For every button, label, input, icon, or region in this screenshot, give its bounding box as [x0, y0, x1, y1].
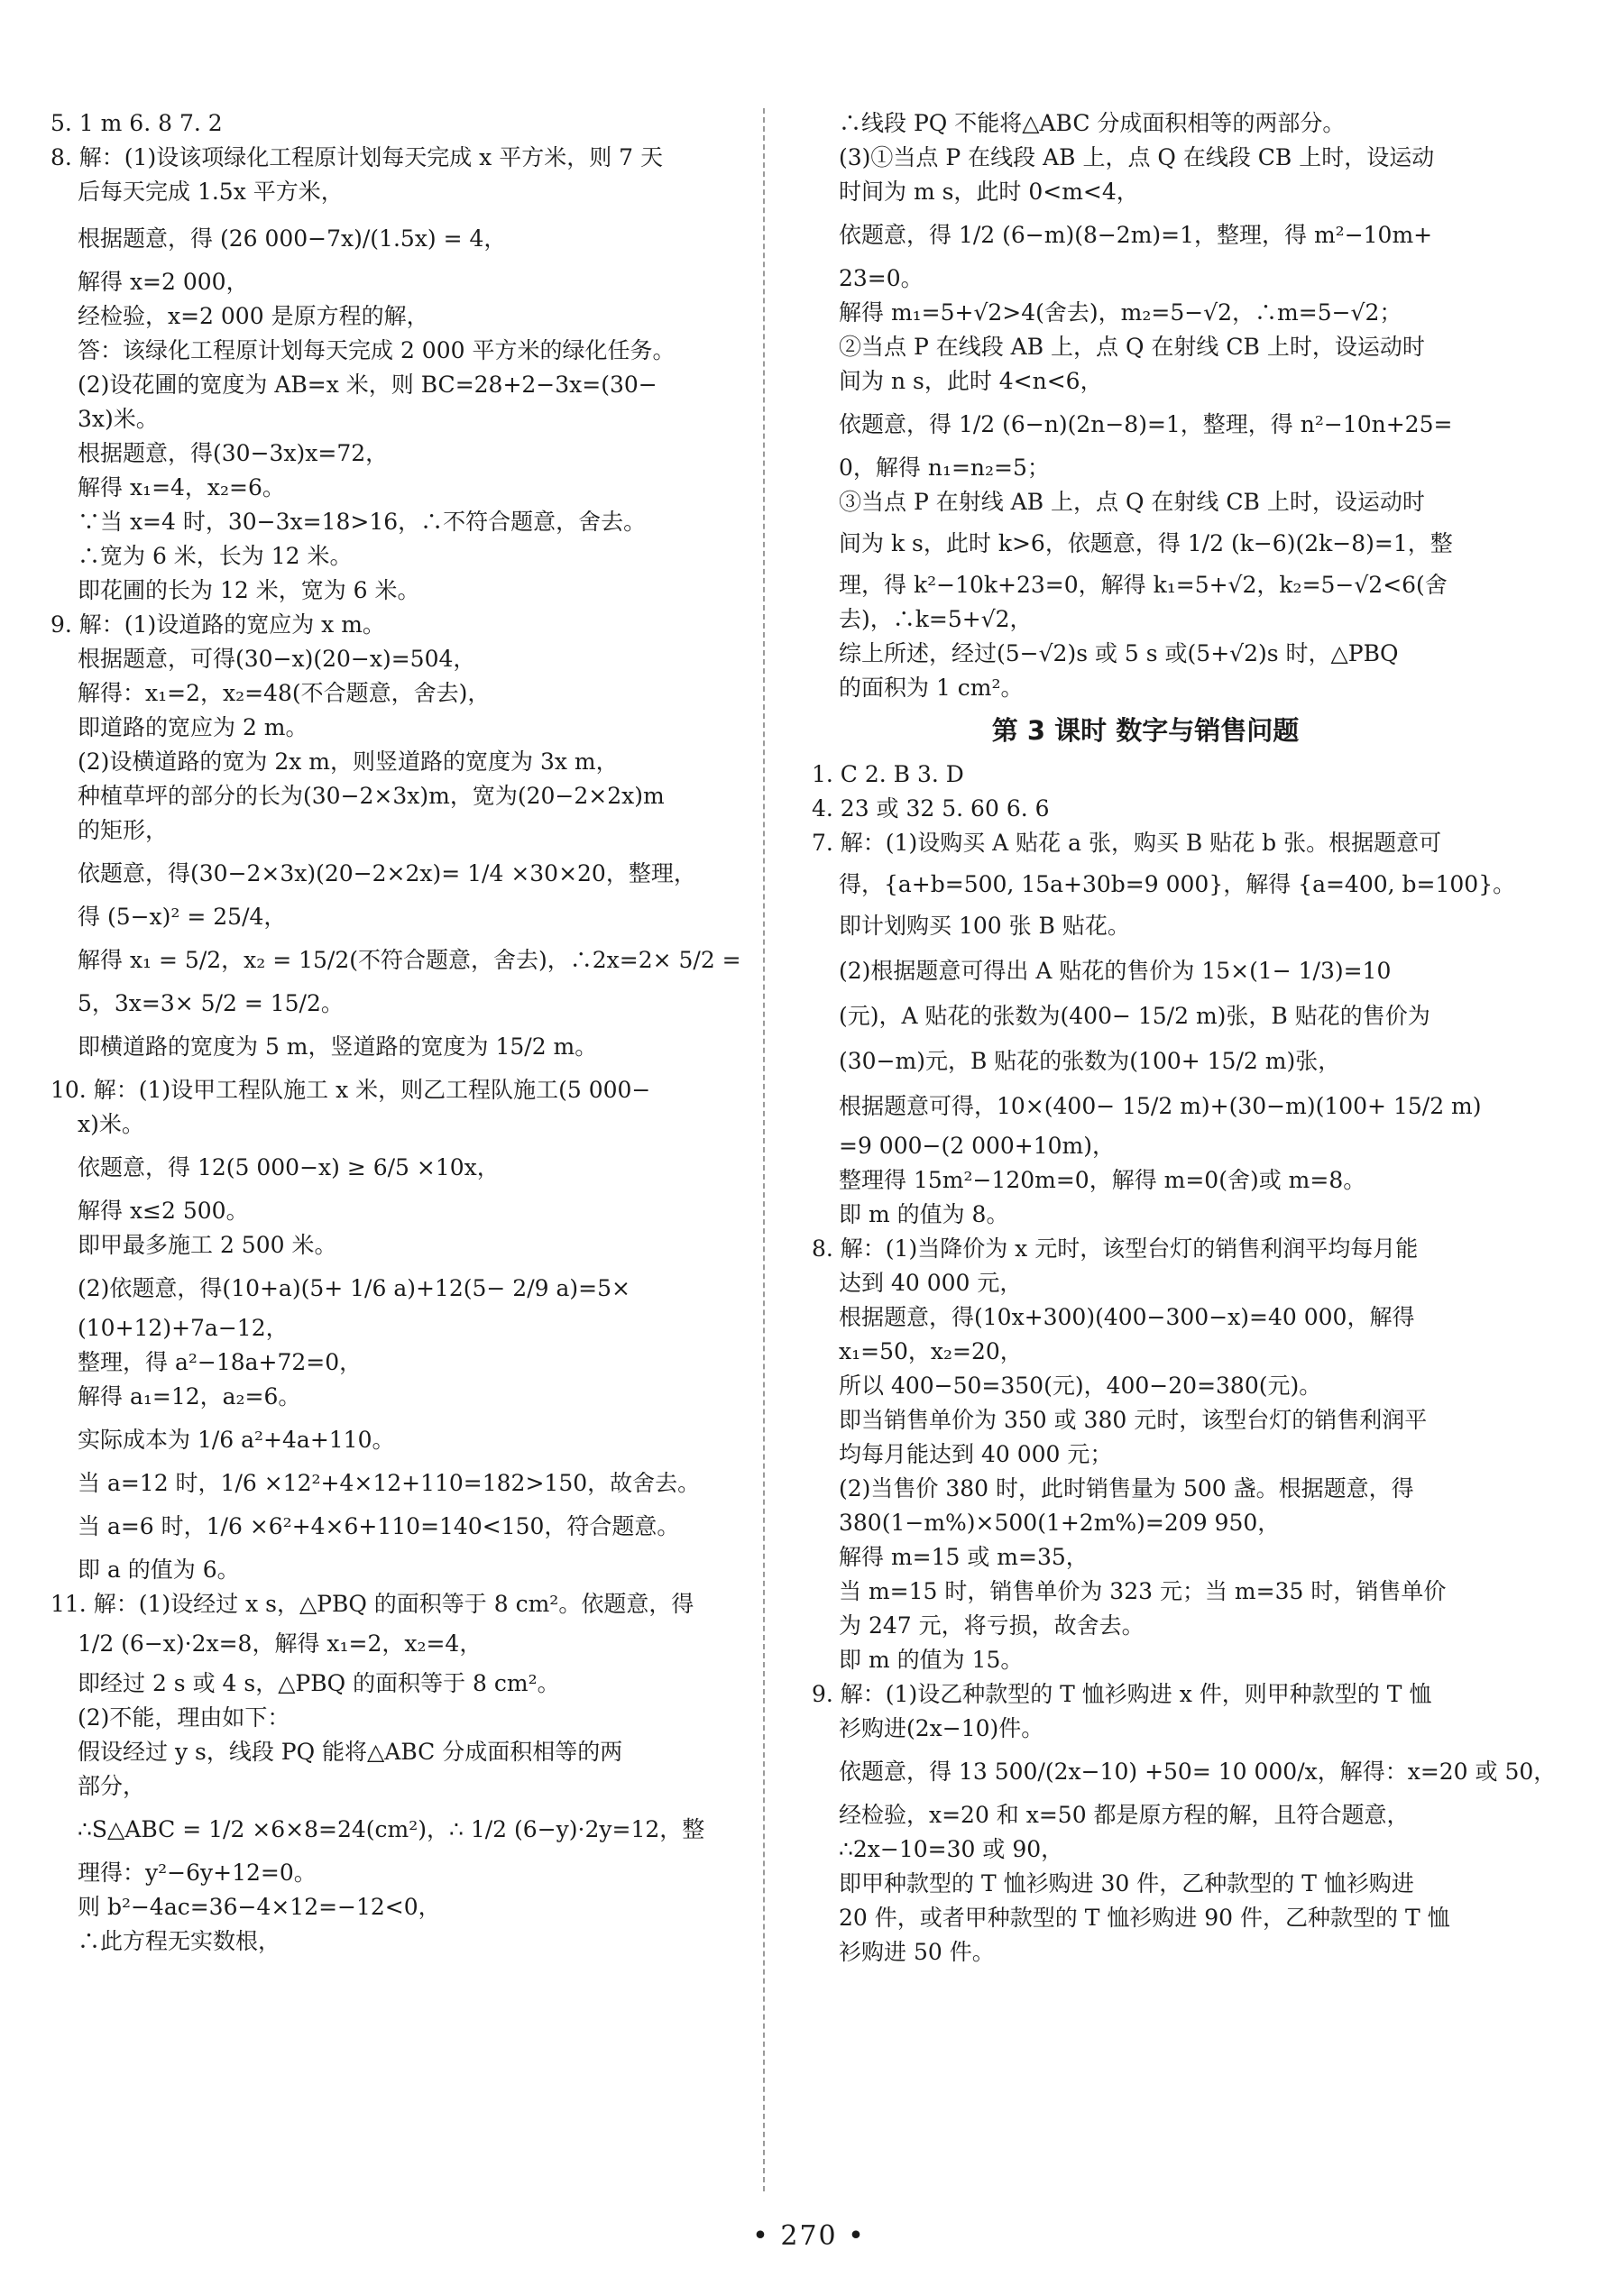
answer-line: (元)，A 贴花的张数为(400− 15/2 m)张，B 贴花的售价为	[839, 1003, 1430, 1029]
answer-line: 即 m 的值为 15。	[839, 1647, 1024, 1673]
answer-line: 的面积为 1 cm²。	[839, 675, 1024, 701]
left-column	[51, 106, 745, 1959]
answer-line: 7. 解：(1)设购买 A 贴花 a 张，购买 B 贴花 b 张。根据题意可	[812, 830, 1442, 856]
answer-line: 解得 x=2 000，	[78, 269, 249, 295]
answer-line: ∴线段 PQ 不能将△ABC 分成面积相等的两部分。	[839, 110, 1346, 136]
answer-line: 即当销售单价为 350 或 380 元时，该型台灯的销售利润平	[839, 1407, 1428, 1433]
answer-line: 答：该绿化工程原计划每天完成 2 000 平方米的绿化任务。	[78, 337, 676, 363]
answer-line: 即花圃的长为 12 米，宽为 6 米。	[78, 577, 420, 603]
answer-line: 则 b²−4ac=36−4×12=−12<0，	[78, 1894, 441, 1920]
answer-line: (2)根据题意可得出 A 贴花的售价为 15×(1− 1/3)=10	[839, 958, 1392, 984]
answer-line: 根据题意，得(10x+300)(400−300−x)=40 000，解得	[839, 1304, 1415, 1330]
answer-line: 依题意，得(30−2×3x)(20−2×2x)= 1/4 ×30×20，整理，	[78, 860, 696, 886]
answer-line: 理得：y²−6y+12=0。	[78, 1860, 317, 1886]
answer-line: 依题意，得 12(5 000−x) ≥ 6/5 ×10x，	[78, 1154, 500, 1180]
answer-line: 去)，∴k=5+√2，	[839, 606, 1033, 632]
answer-line: 依题意，得 1/2 (6−m)(8−2m)=1，整理，得 m²−10m+	[839, 222, 1433, 248]
answer-line: 380(1−m%)×500(1+2m%)=209 950，	[839, 1510, 1281, 1536]
answer-line: ∴2x−10=30 或 90，	[839, 1836, 1064, 1862]
answer-line: 23=0。	[839, 265, 924, 291]
answer-line: (2)设花圃的宽度为 AB=x 米，则 BC=28+2−3x=(30−	[78, 372, 657, 398]
answer-line: 1/2 (6−x)·2x=8，解得 x₁=2，x₂=4，	[78, 1630, 483, 1657]
answer-line: 解得 x₁=4，x₂=6。	[78, 474, 285, 501]
answer-line: (10+12)+7a−12，	[78, 1315, 289, 1341]
answer-line: 整理得 15m²−120m=0，解得 m=0(舍)或 m=8。	[839, 1167, 1366, 1193]
answer-line: 解得 x₁ = 5/2，x₂ = 15/2(不符合题意，舍去)，∴2x=2× 5/2 =	[78, 947, 741, 973]
answer-line: 11. 解：(1)设经过 x s，△PBQ 的面积等于 8 cm²。依题意，得	[51, 1591, 694, 1617]
answer-line: 即甲种款型的 T 恤衫购进 30 件，乙种款型的 T 恤衫购进	[839, 1870, 1414, 1896]
answer-line: ∴S△ABC = 1/2 ×6×8=24(cm²)，∴ 1/2 (6−y)·2y=12，整	[78, 1816, 705, 1842]
answer-line: (2)设横道路的宽为 2x m，则竖道路的宽度为 3x m，	[78, 748, 619, 775]
answer-line: 4. 23 或 32 5. 60 6. 6	[812, 795, 1050, 822]
answer-line: 9. 解：(1)设乙种款型的 T 恤衫购进 x 件，则甲种款型的 T 恤	[812, 1681, 1432, 1707]
answer-line: 间为 n s，此时 4<n<6，	[839, 368, 1103, 394]
answer-line: 5. 1 m 6. 8 7. 2	[51, 110, 223, 136]
answer-line: 0，解得 n₁=n₂=5；	[839, 455, 1050, 481]
answer-line: (2)依题意，得(10+a)(5+ 1/6 a)+12(5− 2/9 a)=5×	[78, 1275, 630, 1301]
answer-line: 解得 m₁=5+√2>4(舍去)，m₂=5−√2，∴m=5−√2；	[839, 299, 1402, 326]
answer-line: 整理，得 a²−18a+72=0，	[78, 1349, 363, 1375]
column-divider	[763, 108, 765, 2191]
answer-line: ③当点 P 在射线 AB 上，点 Q 在射线 CB 上时，设运动时	[839, 489, 1425, 515]
answer-line: x₁=50，x₂=20，	[839, 1338, 1023, 1364]
answer-line: 8. 解：(1)设该项绿化工程原计划每天完成 x 平方米，则 7 天	[51, 144, 664, 170]
answer-line: x)米。	[78, 1111, 144, 1137]
answer-line: 解得：x₁=2，x₂=48(不合题意，舍去)，	[78, 680, 491, 706]
answer-line: 根据题意，得 (26 000−7x)/(1.5x) = 4，	[78, 225, 507, 252]
answer-line: 综上所述，经过(5−√2)s 或 5 s 或(5+√2)s 时，△PBQ	[839, 640, 1399, 666]
answer-line: 根据题意，得(30−3x)x=72，	[78, 440, 389, 466]
answer-line: 依题意，得 1/2 (6−n)(2n−8)=1，整理，得 n²−10n+25=	[839, 411, 1453, 437]
answer-line: 即横道路的宽度为 5 m，竖道路的宽度为 15/2 m。	[78, 1033, 598, 1060]
answer-line: 后每天完成 1.5x 平方米，	[78, 179, 344, 205]
answer-line: 即 m 的值为 8。	[839, 1201, 1009, 1227]
answer-line: 即甲最多施工 2 500 米。	[78, 1232, 337, 1258]
answer-line: 部分，	[78, 1773, 146, 1799]
answer-line: 即道路的宽应为 2 m。	[78, 714, 308, 740]
answer-line: 种植草坪的部分的长为(30−2×3x)m，宽为(20−2×2x)m	[78, 783, 665, 809]
answer-line: (2)不能，理由如下：	[78, 1704, 290, 1731]
answer-line: 达到 40 000 元，	[839, 1270, 1023, 1296]
answer-line: 依题意，得 13 500/(2x−10) +50= 10 000/x，解得：x=20 或 50，	[839, 1759, 1557, 1785]
answer-line: (2)当售价 380 时，此时销售量为 500 盏。根据题意，得	[839, 1475, 1414, 1502]
answer-line: 8. 解：(1)当降价为 x 元时，该型台灯的销售利润平均每月能	[812, 1235, 1419, 1262]
answer-line: 实际成本为 1/6 a²+4a+110。	[78, 1427, 395, 1453]
answer-line: 得 (5−x)² = 25/4，	[78, 904, 287, 930]
answer-line: 得，{a+b=500, 15a+30b=9 000}，解得 {a=400, b=100}。	[839, 871, 1516, 897]
answer-line: 1. C 2. B 3. D	[812, 761, 964, 787]
answer-line: 根据题意，可得(30−x)(20−x)=504，	[78, 646, 476, 672]
answer-line: (30−m)元，B 贴花的张数为(100+ 15/2 m)张，	[839, 1048, 1341, 1074]
answer-line: (3)①当点 P 在线段 AB 上，点 Q 在线段 CB 上时，设运动	[839, 144, 1435, 170]
answer-line: =9 000−(2 000+10m)，	[839, 1133, 1116, 1159]
answer-line: ②当点 P 在线段 AB 上，点 Q 在射线 CB 上时，设运动时	[839, 334, 1425, 360]
section-title: 第 3 课时 数字与销售问题	[991, 715, 1300, 746]
answer-line: 3x)米。	[78, 406, 159, 432]
answer-line: 10. 解：(1)设甲工程队施工 x 米，则乙工程队施工(5 000−	[51, 1077, 651, 1103]
answer-line: 9. 解：(1)设道路的宽应为 x m。	[51, 611, 385, 638]
answer-line: 即经过 2 s 或 4 s，△PBQ 的面积等于 8 cm²。	[78, 1670, 560, 1696]
answer-line: 衫购进(2x−10)件。	[839, 1715, 1044, 1741]
answer-line: 时间为 m s，此时 0<m<4，	[839, 179, 1139, 205]
answer-line: 所以 400−50=350(元)，400−20=380(元)。	[839, 1373, 1322, 1399]
answer-line: ∴宽为 6 米，长为 12 米。	[78, 543, 353, 569]
answer-line: 解得 m=15 或 m=35，	[839, 1544, 1089, 1570]
answer-line: 解得 x≤2 500。	[78, 1198, 249, 1224]
answer-line: 根据题意可得，10×(400− 15/2 m)+(30−m)(100+ 15/2 m)	[839, 1093, 1482, 1119]
right-column	[812, 106, 1557, 1970]
page-number: • 270 •	[752, 2220, 866, 2252]
answer-line: 当 a=6 时，1/6 ×6²+4×6+110=140<150，符合题意。	[78, 1513, 680, 1539]
answer-line: 理，得 k²−10k+23=0，解得 k₁=5+√2，k₂=5−√2<6(舍	[839, 572, 1448, 598]
answer-line: 经检验，x=2 000 是原方程的解，	[78, 303, 429, 329]
answer-line: 当 m=15 时，销售单价为 323 元；当 m=35 时，销售单价	[839, 1578, 1447, 1604]
answer-line: 20 件，或者甲种款型的 T 恤衫购进 90 件，乙种款型的 T 恤	[839, 1905, 1450, 1931]
answer-line: ∵当 x=4 时，30−3x=18>16，∴不符合题意，舍去。	[78, 509, 647, 535]
answer-line: 为 247 元，将亏损，故舍去。	[839, 1612, 1145, 1639]
answer-line: 衫购进 50 件。	[839, 1939, 995, 1965]
answer-line: 间为 k s，此时 k>6，依题意，得 1/2 (k−6)(2k−8)=1，整	[839, 530, 1453, 556]
answer-line: 经检验，x=20 和 x=50 都是原方程的解，且符合题意，	[839, 1802, 1410, 1828]
answer-line: 5，3x=3× 5/2 = 15/2。	[78, 990, 344, 1016]
answer-line: 解得 a₁=12，a₂=6。	[78, 1383, 301, 1410]
answer-line: 即计划购买 100 张 B 贴花。	[839, 913, 1130, 939]
answer-line: 假设经过 y s，线段 PQ 能将△ABC 分成面积相等的两	[78, 1739, 623, 1765]
answer-line: 的矩形，	[78, 817, 169, 843]
answer-line: 当 a=12 时，1/6 ×12²+4×12+110=182>150，故舍去。	[78, 1470, 701, 1496]
answer-line: ∴此方程无实数根，	[78, 1928, 281, 1954]
answer-line: 即 a 的值为 6。	[78, 1557, 240, 1583]
answer-line: 均每月能达到 40 000 元；	[839, 1441, 1113, 1467]
